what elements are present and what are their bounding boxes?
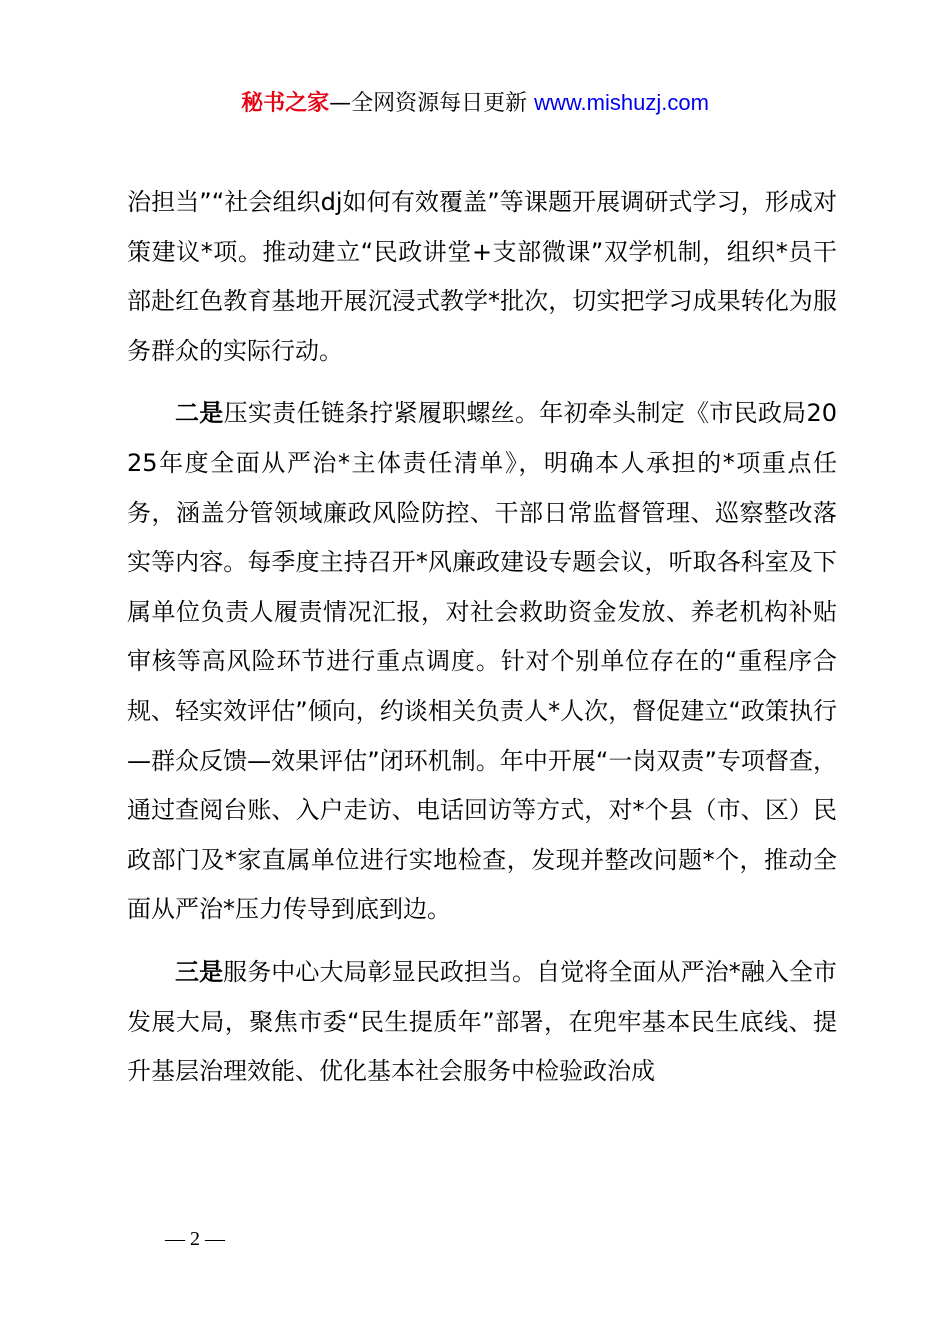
paragraph-lead: 二是 [175,399,224,428]
paragraph-continued [127,178,837,376]
paragraph-text: 服务中心大局彰显民政担当。自觉将全面从严治*融入全市发展大局，聚焦市委“民生提质年”部署，在兜牢基本民生底线、提升基层治理效能、优化基本社会服务中检验政治成 [127,957,838,1086]
document-body [127,178,837,1097]
header-tagline: —全网资源每日更新 [329,91,535,116]
paragraph-text: 压实责任链条拧紧履职螺丝。年初牵头制定《市民政局2025年度全面从严治*主体责任清单》，明确本人承担的*项重点任务，涵盖分管领域廉政风险防控、干部日常监督管理、巡察整改落实等内容。每季度主持召开*风廉政建设专题会议，听取各科室及下属单位负责人履责情况汇报，对社会救助资金发放、养老机构补贴审核等高风险环节进行重点调度。针对个别单位存在的“重程序合规、轻实效评估”倾向，约谈相关负责人*人次，督促建立“政策执行—群众反馈—效果评估”闭环机制。年中开展“一岗双责”专项督查，通过查阅台账、入户走访、电话回访等方式，对*个县（市、区）民政部门及*家直属单位进行实地检查，发现并整改问题*个，推动全面从严治*压力传导到底到边。 [127,399,837,924]
paragraph-lead: 三是 [175,957,224,986]
paragraph-two [127,389,837,935]
brand-name: 秘书之家 [241,91,330,116]
paragraph-text: 治担当”“社会组织dj如何有效覆盖”等课题开展调研式学习，形成对策建议*项。推动建立“民政讲堂+支部微课”双学机制，组织*员干部赴红色教育基地开展沉浸式教学*批次，切实把学习成果转化为服务群众的实际行动。 [127,188,837,365]
paragraph-three [127,948,837,1097]
site-header [0,88,950,119]
page-number: — 2 — [165,1228,225,1250]
site-url-link[interactable]: www.mishuzj.com [534,90,709,115]
